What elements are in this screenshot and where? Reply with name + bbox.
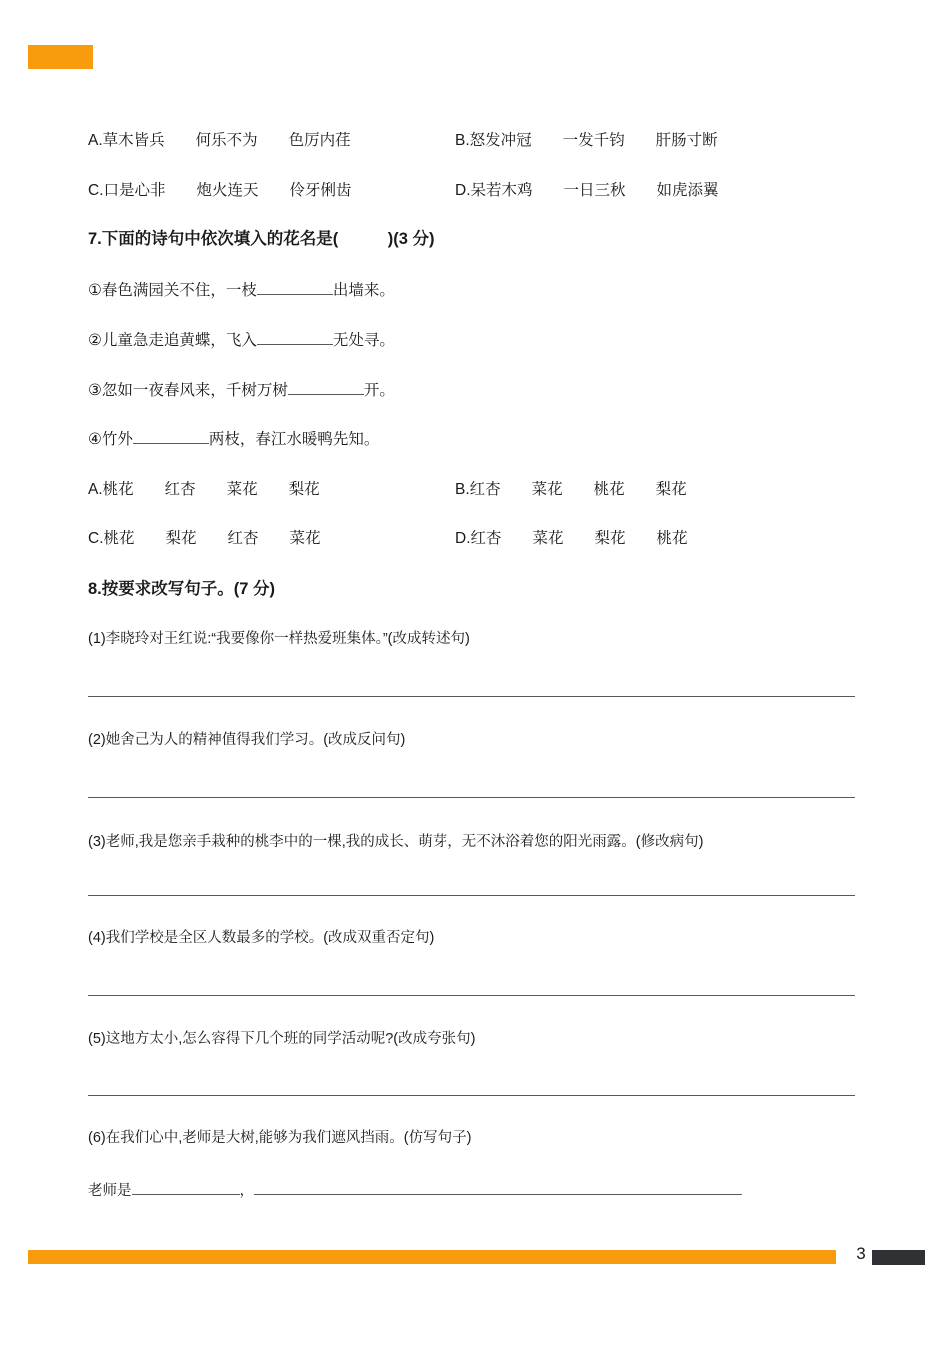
q6-option-c: C.口是心非 炮火连天 伶牙俐齿 <box>88 182 352 199</box>
q7-poem-2-blank[interactable] <box>257 344 333 345</box>
q8-item-4: (4)我们学校是全区人数最多的学校。(改成双重否定句) <box>88 930 435 946</box>
q7-poem-1-prefix: ①春色满园关不住，一枝 <box>88 282 257 299</box>
q7-option-b: B.红杏 菜花 桃花 梨花 <box>455 481 687 498</box>
page-number: 3 <box>856 1244 866 1263</box>
q7-poem-line-3 <box>88 380 395 402</box>
q8-item-6-separator: ， <box>239 1183 254 1199</box>
q8-item-5: (5)这地方太小,怎么容得下几个班的同学活动呢?(改成夸张句) <box>88 1031 476 1047</box>
q8-answer-rule-1[interactable] <box>88 696 855 697</box>
q8-item-2: (2)她舍己为人的精神值得我们学习。(改成反问句) <box>88 732 406 748</box>
q7-poem-line-4 <box>88 429 379 451</box>
header-accent-block <box>28 45 93 69</box>
q6-option-d: D.呆若木鸡 一日三秋 如虎添翼 <box>455 182 719 199</box>
q7-title: 7.下面的诗句中依次填入的花名是( )(3 分) <box>88 230 435 248</box>
q8-answer-rule-2[interactable] <box>88 797 855 798</box>
q8-item-6-blank-2[interactable] <box>254 1194 742 1195</box>
q8-title: 8.按要求改写句子。(7 分) <box>88 580 276 598</box>
q7-poem-1-suffix: 出墙来。 <box>332 282 395 299</box>
q7-poem-4-suffix: 两枝，春江水暖鸭先知。 <box>208 431 380 448</box>
q7-poem-3-blank[interactable] <box>288 394 364 395</box>
q8-item-6-answer-prefix: 老师是 <box>88 1183 132 1199</box>
q7-poem-line-2 <box>88 330 395 352</box>
q7-poem-3-prefix: ③忽如一夜春风来，千树万树 <box>88 382 288 399</box>
q8-item-6: (6)在我们心中,老师是大树,能够为我们遮风挡雨。(仿写句子) <box>88 1130 472 1146</box>
q7-poem-4-blank[interactable] <box>133 443 209 444</box>
q8-item-6-answer-line <box>88 1180 742 1202</box>
q7-option-c: C.桃花 梨花 红杏 菜花 <box>88 530 321 547</box>
q8-answer-rule-3[interactable] <box>88 895 855 896</box>
q7-poem-2-suffix: 无处寻。 <box>332 332 395 349</box>
q8-item-6-blank-1[interactable] <box>132 1194 240 1195</box>
q8-answer-rule-4[interactable] <box>88 995 855 996</box>
q6-option-a: A.草木皆兵 何乐不为 色厉内荏 <box>88 132 351 149</box>
q7-poem-3-suffix: 开。 <box>363 382 395 399</box>
q7-poem-4-prefix: ④竹外 <box>88 431 133 448</box>
q7-poem-1-blank[interactable] <box>257 294 333 295</box>
q8-answer-rule-5[interactable] <box>88 1095 855 1096</box>
q6-option-b: B.怒发冲冠 一发千钧 肝肠寸断 <box>455 132 718 149</box>
q7-poem-line-1 <box>88 280 395 302</box>
q7-option-d: D.红杏 菜花 梨花 桃花 <box>455 530 688 547</box>
q7-poem-2-prefix: ②儿童急走追黄蝶，飞入 <box>88 332 257 349</box>
q7-option-a: A.桃花 红杏 菜花 梨花 <box>88 481 320 498</box>
q8-item-1: (1)李晓玲对王红说:“我要像你一样热爱班集体。”(改成转述句) <box>88 631 470 647</box>
footer-accent-bar <box>28 1250 836 1264</box>
q8-item-3: (3)老师,我是您亲手栽种的桃李中的一棵,我的成长、萌芽，无不沐浴着您的阳光雨露。(修改病句) <box>88 834 704 850</box>
footer-dark-block <box>872 1250 925 1265</box>
